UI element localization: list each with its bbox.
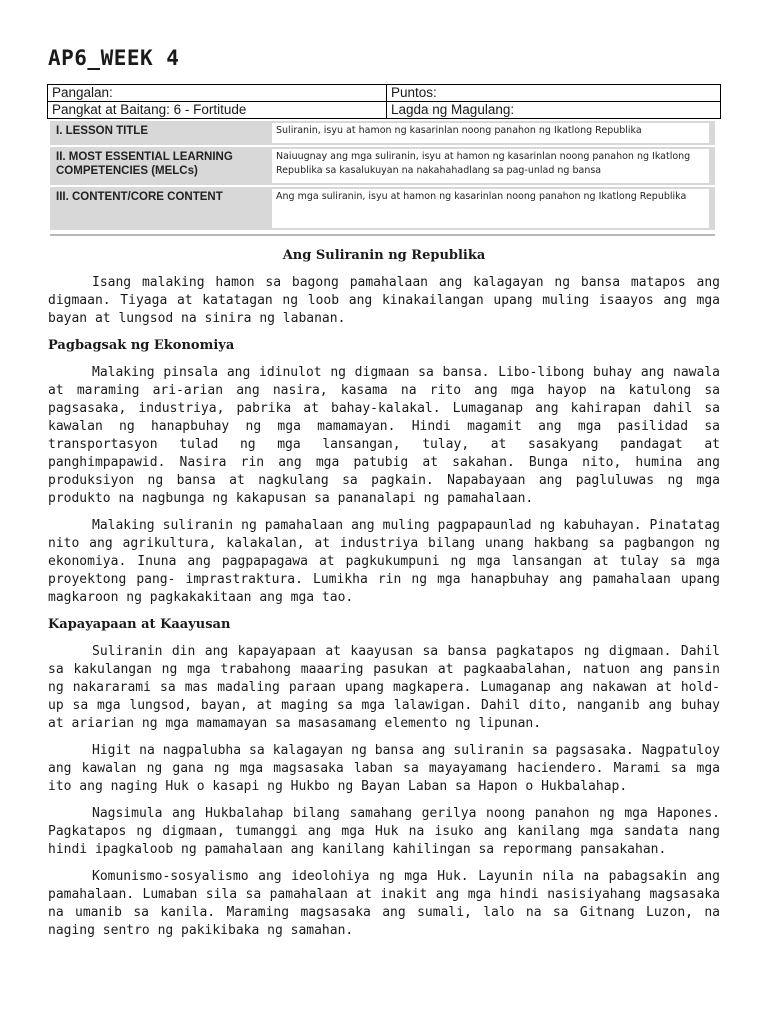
- paragraph: Nagsimula ang Hukbalahap bilang samahang gerilya noong panahon ng mga Hapones. Pagkatapos ng digmaan, tumanggi ang mga Huk na isuko ang kanilang mga sandata nang hindi ipagkaloob ng pamahalaan ang kanilang kahilingan sa repormang pansakahan.: [48, 806, 720, 857]
- paragraph: Malaking suliranin ng pamahalaan ang muling pagpapaunlad ng kabuhayan. Pinatatag nito ang agrikultura, kalakalan, at industriya bilang unang hakbang sa pagbangon ng ekonomiya. Inuna ang pagpapagawa at pagkukumpuni ng mga lansangan at tulay sa mga proyektong pang- imprastraktura. Lumikha rin ng mga hanapbuhay ang pamahalaan upang magkaroon ng pagkakakitaan ang mga tao.: [48, 518, 720, 605]
- paragraph: Komunismo-sosyalismo ang ideolohiya ng mga Huk. Layunin nila na pabagsakin ang pamahalaan. Lumaban sila sa pamahalaan at inakit ang mga hindi nasisiyahang magsasaka na umanib sa kanila. Maraming magsasaka ang sumali, lalo na sa Gitnang Luzon, na naging sentro ng pakikibaka ng samahan.: [48, 869, 720, 938]
- paragraph: Suliranin din ang kapayapaan at kaayusan sa bansa pagkatapos ng digmaan. Dahil sa kakulangan ng mga trabahong maaaring pasukan at pagkaabalahan, natuon ang pansin ng nakararami sa mas madaling paraan upang magkapera. Lumaganap ang nakawan at hold-up sa mga lungsod, bayan, at maging sa mga lalawigan. Dahil dito, nanganib ang buhay at ariarian ng mga mamamayan sa masasamang elemento ng lipunan.: [48, 644, 720, 731]
- score-field[interactable]: Puntos:: [387, 85, 721, 102]
- lesson-title-row: [50, 121, 715, 145]
- article-intro-paragraph: Isang malaking hamon sa bagong pamahalaan ang kalagayan ng bansa matapos ang digmaan. Tiyaga at katatagan ng loob ang kinakailangan upang muling isaayos ang mga bayan at lungsod na sinira ng labanan.: [48, 275, 720, 326]
- name-field[interactable]: Pangalan:: [48, 85, 387, 102]
- content-label: III. CONTENT/CORE CONTENT: [56, 191, 223, 203]
- page-title: AP6_WEEK 4: [48, 46, 180, 70]
- paragraph: Malaking pinsala ang idinulot ng digmaan sa bansa. Libo-libong buhay ang nawala at maraming ari-arian ang nasira, kasama na rito ang mga hayop na katulong sa pagsasaka, industriya, pabrika at bahay-kalakal. Lumaganap ang kahirapan dahil sa kawalan ng hanapbuhay ng mga mamamayan. Hindi magamit ang mga pasilidad sa transportasyon tulad ng mga lansangan, tulay, at sasakyang pandagat at panghimpapawid. Nasira rin ang mga patubig at sakahan. Bunga nito, humina ang produksiyon ng bansa at nagkulang sa pagkain. Napabayaan ang pagluluwas ng mga produkto na nagbunga ng kakapusan sa pananalapi ng pamahalaan.: [48, 365, 720, 506]
- grade-section-field: Pangkat at Baitang: 6 - Fortitude: [48, 102, 387, 119]
- melc-row: [50, 147, 715, 185]
- lesson-info-box: [50, 121, 715, 236]
- parent-signature-field[interactable]: Lagda ng Magulang:: [387, 102, 721, 119]
- section-heading-economy: Pagbagsak ng Ekonomiya: [48, 338, 235, 353]
- lesson-title-value: Suliranin, isyu at hamon ng kasarinlan noong panahon ng Ikatlong Republika: [272, 123, 709, 143]
- melc-value: Naiuugnay ang mga suliranin, isyu at hamon ng kasarinlan noong panahon ng Ikatlong Republika sa kasalukuyan na nakahahadlang sa pag-unlad ng bansa: [272, 149, 709, 183]
- content-row: [50, 187, 715, 230]
- melc-label: II. MOST ESSENTIAL LEARNING COMPETENCIES (MELCs): [56, 151, 233, 177]
- student-info-table: [47, 84, 721, 119]
- article-heading: Ang Suliranin ng Republika: [282, 248, 486, 263]
- article-body: [48, 247, 720, 949]
- content-value: Ang mga suliranin, isyu at hamon ng kasarinlan noong panahon ng Ikatlong Republika: [272, 189, 709, 228]
- paragraph: Higit na nagpalubha sa kalagayan ng bansa ang suliranin sa pagsasaka. Nagpatuloy ang kawalan ng gana ng mga magsasaka laban sa mayayamang haciendero. Marami sa mga ito ang naging Huk o kasapi ng Hukbo ng Bayan Laban sa Hapon o Hukbalahap.: [48, 743, 720, 794]
- section-heading-peace-order: Kapayapaan at Kaayusan: [48, 617, 231, 632]
- lesson-title-label: I. LESSON TITLE: [56, 125, 149, 137]
